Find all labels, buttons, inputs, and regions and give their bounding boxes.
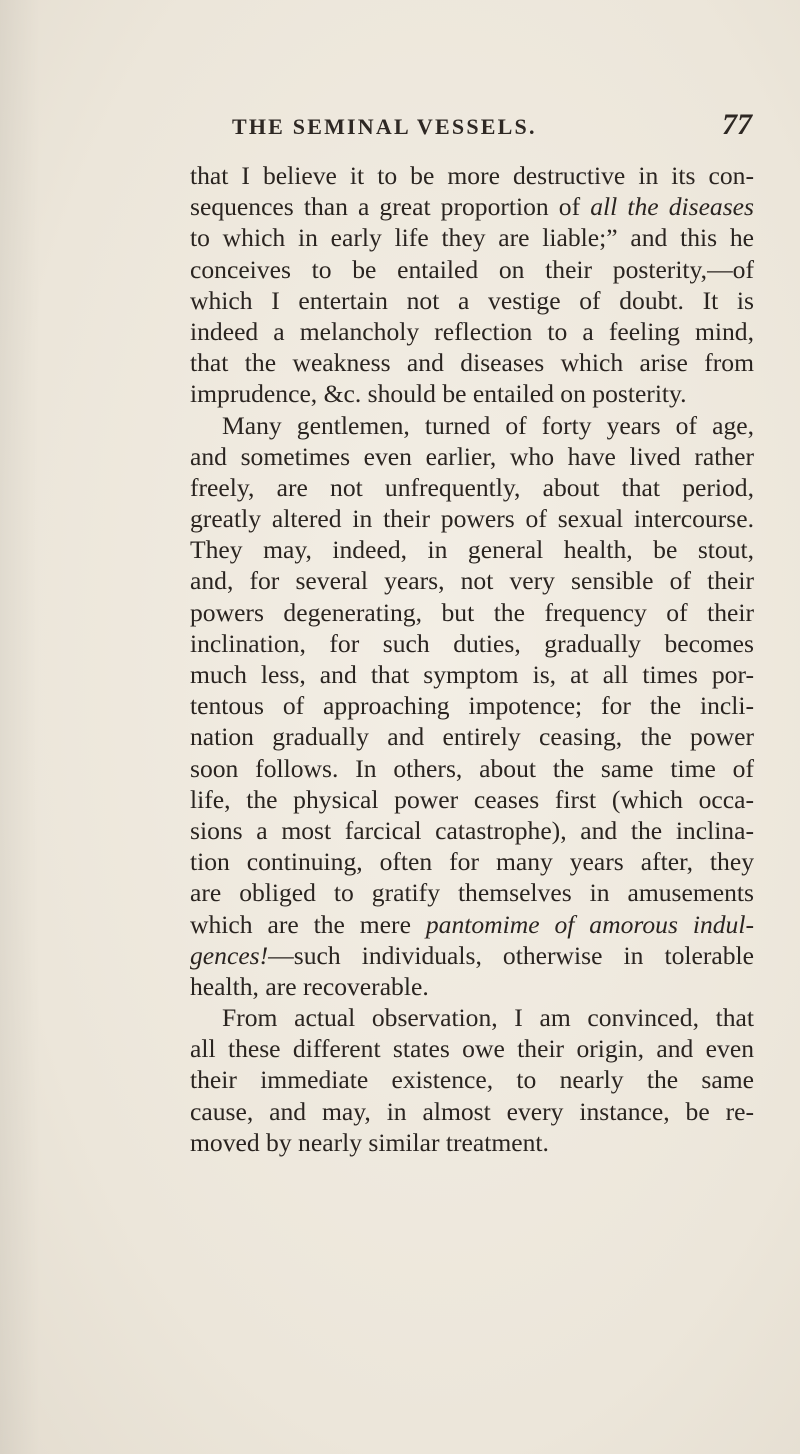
- text-segment: which are the mere: [190, 909, 426, 939]
- text-line: inclination, for such duties, gradually becomes: [190, 628, 754, 658]
- text-line: tentous of approaching impotence; for the incli-: [190, 691, 754, 721]
- gutter-shadow: [0, 0, 40, 1454]
- text-line: which I entertain not a vestige of doubt. It is: [190, 285, 754, 315]
- text-segment: sequences than a great proportion of: [190, 192, 591, 222]
- text-segment: —such individuals, otherwise in tolerable: [268, 940, 754, 970]
- text-line: much less, and that symptom is, at all times por-: [190, 660, 754, 689]
- italic-phrase: gences!: [190, 940, 269, 970]
- paragraph-start-line: From actual observation, I am convinced, that: [222, 1003, 754, 1033]
- body-text: [190, 160, 754, 1158]
- text-line: sions a most farcical catastrophe), and the inclina-: [190, 815, 754, 845]
- text-line: freely, are not unfrequently, about that period,: [190, 472, 754, 502]
- text-line: that I believe it to be more destructive in its con-: [190, 161, 754, 190]
- text-line: indeed a melancholy reflection to a feeling mind,: [190, 316, 754, 346]
- text-line: and, for several years, not very sensible of their: [190, 566, 754, 596]
- italic-phrase: all the diseases: [590, 192, 755, 222]
- text-line: They may, indeed, in general health, be stout,: [190, 535, 754, 565]
- text-line: [190, 909, 754, 940]
- text-line: are obliged to gratify themselves in amusements: [190, 878, 754, 908]
- text-line: all these different states owe their origin, and even: [190, 1034, 754, 1064]
- text-line: their immediate existence, to nearly the same: [190, 1065, 754, 1095]
- text-line: greatly altered in their powers of sexual intercourse.: [190, 504, 754, 534]
- text-line: soon follows. In others, about the same time of: [190, 753, 754, 783]
- text-line: [190, 191, 754, 222]
- text-line: imprudence, &c. should be entailed on posterity.: [190, 379, 687, 409]
- text-line: that the weakness and diseases which arise from: [190, 348, 754, 378]
- text-line: powers degenerating, but the frequency of their: [190, 597, 754, 627]
- text-line: cause, and may, in almost every instance, be re-: [190, 1096, 754, 1126]
- running-head: [232, 108, 752, 148]
- paragraph-start-line: Many gentlemen, turned of forty years of age,: [222, 410, 754, 440]
- text-line: moved by nearly similar treatment.: [190, 1127, 549, 1157]
- text-line: health, are recoverable.: [190, 971, 429, 1001]
- running-title: THE SEMINAL VESSELS.: [232, 114, 537, 139]
- text-line: nation gradually and entirely ceasing, the power: [190, 722, 754, 752]
- text-line: to which in early life they are liable;” and this he: [190, 223, 754, 253]
- italic-phrase: pantomime of amorous indul-: [425, 909, 754, 939]
- text-line: tion continuing, often for many years after, they: [190, 847, 754, 877]
- text-line: and sometimes even earlier, who have lived rather: [190, 441, 754, 471]
- text-line: conceives to be entailed on their posterity,—of: [190, 254, 754, 284]
- page-number: 77: [722, 108, 752, 141]
- text-line: life, the physical power ceases first (which occa-: [190, 784, 754, 814]
- text-line: [190, 940, 754, 971]
